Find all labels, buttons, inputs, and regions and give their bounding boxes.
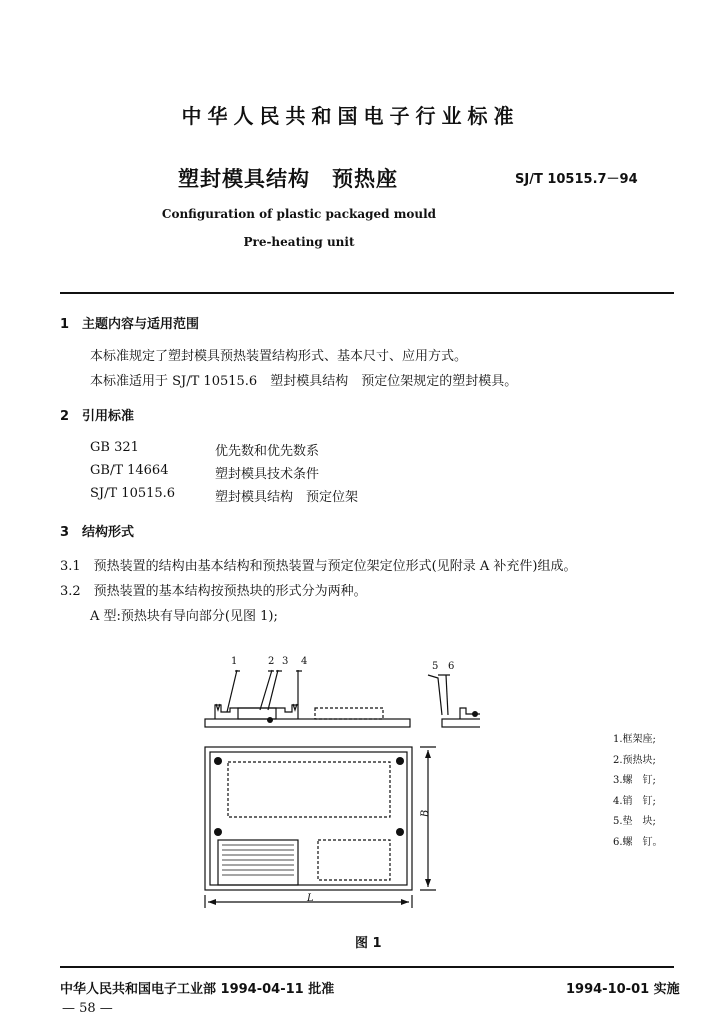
screw-hole: [214, 757, 222, 765]
callout-4: 4: [301, 656, 308, 667]
screw-hole: [396, 757, 404, 765]
plan-view-frame: [205, 747, 412, 890]
callout-1: 1: [231, 656, 238, 667]
pin-marker: [267, 717, 273, 723]
cavity-plan-outline: [318, 840, 390, 880]
document-title: 塑封模具结构 预热座: [178, 167, 398, 191]
clause-3-1: 3.1 预热装置的结构由基本结构和预热装置与预定位架定位形式(见附录 A 补充件)组成。: [60, 559, 577, 574]
reference-title: 塑封模具技术条件: [215, 467, 320, 482]
screw-hole: [396, 828, 404, 836]
section-2-heading: 2 引用标准: [60, 409, 135, 424]
callout-leader-1: [227, 670, 237, 712]
figure-1-drawing: [180, 650, 480, 920]
footer-rule: [60, 966, 674, 968]
callout-3: 3: [282, 656, 289, 667]
standard-code: SJ/T 10515.7－94: [515, 172, 638, 187]
callout-5: 5: [432, 661, 439, 672]
parts-legend-item: 4.销 钉;: [613, 796, 656, 807]
english-title-line-1: Configuration of plastic packaged mould: [161, 207, 437, 221]
pin-marker: [472, 711, 478, 717]
english-title-line-2: Pre-heating unit: [243, 235, 355, 249]
section-1-paragraph-2: 本标准适用于 SJ/T 10515.6 塑封模具结构 预定位架规定的塑封模具。: [90, 374, 518, 389]
page-number: — 58 —: [62, 1001, 113, 1016]
callout-leader-6: [446, 675, 448, 715]
implementation-date: 1994-10-01 实施: [566, 982, 680, 997]
reference-code: GB 321: [90, 440, 139, 455]
dimension-l-label: L: [307, 893, 314, 904]
hidden-outline: [315, 708, 383, 719]
parts-legend-item: 5.垫 块;: [613, 816, 656, 827]
reference-title: 优先数和优先数系: [215, 444, 320, 459]
header-rule: [60, 292, 674, 294]
reference-title: 塑封模具结构 预定位架: [215, 490, 359, 505]
guide-assembly-plan: [218, 840, 298, 885]
section-3-heading: 3 结构形式: [60, 525, 135, 540]
dimension-b-label: B: [420, 809, 432, 818]
reference-code: SJ/T 10515.6: [90, 486, 176, 501]
type-a-description: A 型:预热块有导向部分(见图 1);: [90, 609, 278, 624]
callout-2: 2: [268, 656, 275, 667]
industry-standard-heading: 中华人民共和国电子行业标准: [181, 104, 520, 128]
reference-code: GB/T 14664: [90, 463, 169, 478]
clause-3-2: 3.2 预热装置的基本结构按预热块的形式分为两种。: [60, 584, 367, 599]
figure-caption: 图 1: [355, 936, 382, 951]
section-1-paragraph-1: 本标准规定了塑封模具预热装置结构形式、基本尺寸、应用方式。: [90, 349, 468, 364]
dimension-b-line: [420, 747, 436, 890]
callout-leader-3: [268, 670, 278, 710]
callout-6: 6: [448, 661, 455, 672]
parts-legend-item: 3.螺 钉;: [613, 775, 656, 786]
parts-legend-item: 1.框架座;: [613, 734, 656, 745]
screw-hole: [214, 828, 222, 836]
approval-info: 中华人民共和国电子工业部 1994-04-11 批准: [60, 982, 335, 997]
frame-base-side-view: [205, 719, 410, 727]
frame-base-right-view: [442, 719, 480, 727]
callout-leader-5: [428, 675, 442, 715]
parts-legend-item: 2.预热块;: [613, 755, 656, 766]
callout-leader-2: [260, 670, 272, 710]
section-1-heading: 1 主题内容与适用范围: [60, 317, 200, 332]
preheat-block-plan-outline: [228, 762, 390, 817]
parts-legend-item: 6.螺 钉。: [613, 837, 663, 848]
